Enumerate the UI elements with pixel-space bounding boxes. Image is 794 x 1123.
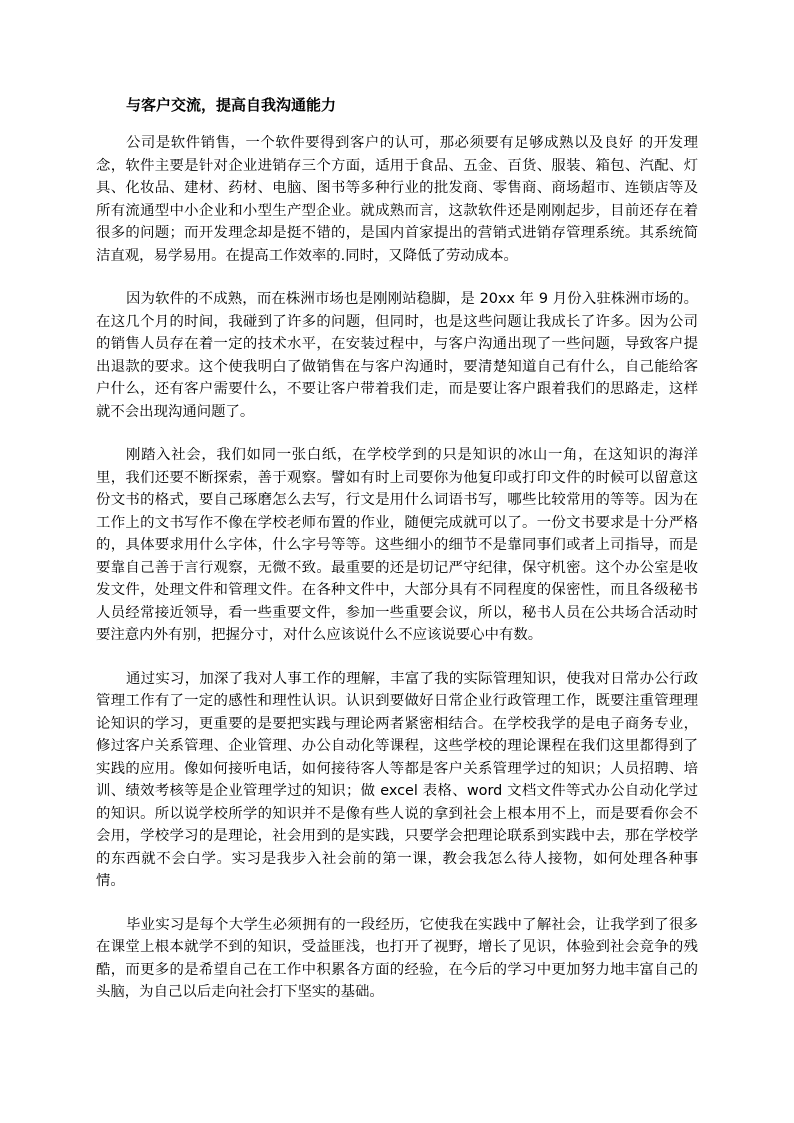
paragraph-3: 刚踏入社会，我们如同一张白纸，在学校学到的只是知识的冰山一角，在这知识的海洋里，我们还要不断探索，善于观察。譬如有时上司要你为他复印或打印文件的时候可以留意这份文书的格式，要自己琢磨怎么去写，行文是用什么词语书写，哪些比较常用的等等。因为在工作上的文书写作不像在学校老师布置的作业，随便完成就可以了。一份文书要求是十分严格的，具体要求用什么字体，什么字号等等。这些细小的细节不是靠同事们或者上司指导，而是要靠自己善于言行观察，无微不致。最重要的还是切记严守纪律，保守机密。这个办公室是收发文件，处理文件和管理文件。在各种文件中，大部分具有不同程度的保密性，而且各级秘书人员经常接近领导，看一些重要文件，参加一些重要会议，所以，秘书人员在公共场合活动时要注意内外有别，把握分寸，对什么应该说什么不应该说要心中有数。 [96,447,698,643]
document-title: 与客户交流，提高自我沟通能力 [126,96,337,114]
paragraph-1: 公司是软件销售，一个软件要得到客户的认可，那必须要有足够成熟以及良好 的开发理念，软件主要是针对企业进销存三个方面，适用于食品、五金、百货、服装、箱包、汽配、灯具、化妆品、建材、药材、电脑、图书等多种行业的批发商、零售商、商场超市、连锁店等及所有流通型中小企业和小型生产型企业。就成熟而言，这款软件还是刚刚起步，目前还存在着很多的问题；而开发理念却是挺不错的，是国内首家提出的营销式进销存管理系统。其系统简洁直观，易学易用。在提高工作效率的.同时，又降低了劳动成本。 [96,135,698,264]
document-page [96,94,698,1025]
paragraph-2: 因为软件的不成熟，而在株洲市场也是刚刚站稳脚，是 20xx 年 9 月份入驻株洲市场的。在这几个月的时间，我碰到了许多的问题，但同时，也是这些问题让我成长了许多。因为公司的销售人员存在着一定的技术水平，在安装过程中，与客户沟通出现了一些问题，导致客户提出退款的要求。这个使我明白了做销售在与客户沟通时，要清楚知道自己有什么，自己能给客户什么，还有客户需要什么，不要让客户带着我们走，而是要让客户跟着我们的思路走，这样就不会出现沟通问题了。 [96,291,698,420]
paragraph-5: 毕业实习是每个大学生必须拥有的一段经历，它使我在实践中了解社会，让我学到了很多在课堂上根本就学不到的知识，受益匪浅，也打开了视野，增长了见识，体验到社会竞争的残酷，而更多的是希望自己在工作中积累各方面的经验，在今后的学习中更加努力地丰富自己的头脑，为自己以后走向社会打下坚实的基础。 [96,916,698,1000]
paragraph-4: 通过实习，加深了我对人事工作的理解，丰富了我的实际管理知识，使我对日常办公行政管理工作有了一定的感性和理性认识。认识到要做好日常企业行政管理工作，既要注重管理理论知识的学习，更重要的是要把实践与理论两者紧密相结合。在学校我学的是电子商务专业，修过客户关系管理、企业管理、办公自动化等课程，这些学校的理论课程在我们这里都得到了实践的应用。像如何接听电话，如何接待客人等都是客户关系管理学过的知识；人员招聘、培训、绩效考核等是企业管理学过的知识；做 excel 表格、word 文档文件等式办公自动化学过的知识。所以说学校所学的知识并不是像有些人说的拿到社会上根本用不上，而是要看你会不会用，学校学习的是理论，社会用到的是实践，只要学会把理论联系到实践中去，那在学校学的东西就不会白学。实习是我步入社会前的第一课，教会我怎么待人接物，如何处理各种事情。 [96,670,698,889]
